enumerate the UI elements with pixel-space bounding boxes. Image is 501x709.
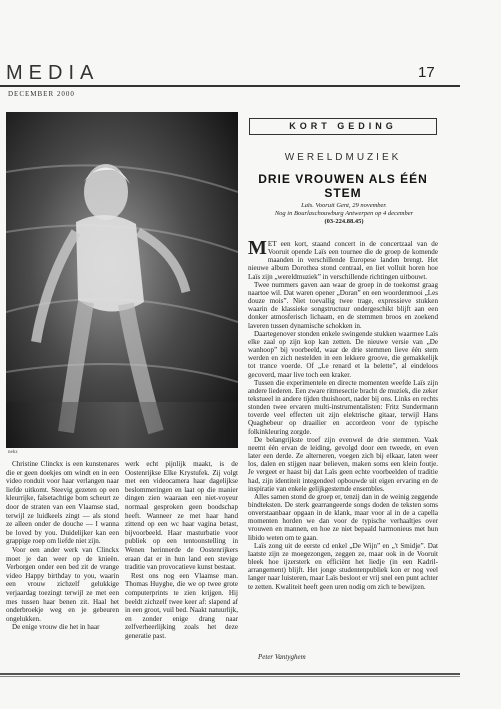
- paragraph: De enige vrouw die het in haar: [12, 623, 100, 632]
- info-phone: (03-224.88.45): [324, 218, 364, 225]
- left-column-2: [125, 460, 238, 640]
- paragraph: Tussen die experimentele en directe momenten weefde Laïs zijn andere liederen. Een zware ritmesectie bracht de muziek, die zeker tekstueel in andere tijden thuishoort, nader bij ons. Links en rechts stonden twee ervaren multi-instrumentalisten: Fritz Sundermann toverde veel effecten uit zijn elektrische gitaar, terwijl Hans Quaghebeur op draailier en accordeon voor de typische folkinkleuring zorgde.: [248, 378, 438, 436]
- photo-credit: nekx: [8, 450, 18, 455]
- paragraph: Christine Clinckx is een kunstenares die er geen doekjes om windt en in een video ronduit voor haar verlangen naar liefde uitkomt. Steevig gezeten op een kleurrijke, falsetachtige bom scheurt ze door de straten van een Vlaamse stad, terwijl ze luidkeels zingt — als stond ze alleen onder de douche — I wanna be loved by you. Duidelijker kan een grappige roep om liefde niet zijn.: [6, 460, 119, 546]
- paragraph-text: ET een kort, staand concert in de concertzaal van de Vooruit opende Laïs een tournee die de groep de komende maanden in verschillende Europese landen brengt. Het nieuwe album Dorothea stond centraal, en liet volluit horen hoe Laïs zijn „wereldmuziek” in verschillende richtingen uitbouwt.: [248, 240, 438, 281]
- paragraph: Daartegenover stonden enkele swingende stukken waarmee Laïs elke zaal op zijn kop kan zetten. De nieuwe versie van „De wanhoop” bij voorbeeld, waar de drie stemmen lieve één stem werden en zich nestelden in een lekkere groove, die gemakkelijk tot trance voerde. Of „Le renard et la belette”, al eindeloos gecoverd, maar live toch een kraker.: [248, 329, 438, 379]
- issue-date: DECEMBER 2000: [8, 90, 75, 98]
- info-line: Nog in Bourlaschouwburg Antwerpen op 4 december: [274, 210, 414, 217]
- paragraph: [248, 237, 438, 281]
- paragraph: Alles samen stond de groep er, tenzij dan in de weinig zeggende bindteksten. De sterk gearrangeerde songs doden de teksten soms onverstaanbaar opgaan in de klank, maar voor al in de a capella momenten horden we dan voor de typische verhaaltjes over vrouwen en mannen, en hoe ze niet bepaald harmonieus met hun libido weten om te gaan.: [248, 492, 438, 542]
- paragraph: werk echt pijnlijk maakt, is de Oostenrijkse Elke Krystufek. Zij volgt met een videocamera haar dagelijkse beslommeringen en laat op die manier dingen zien waaraan een niet-voyeur normaal gesproken geen boodschap heeft. Wanneer ze met haar hand zittend op een wc haar vagina betast, bijvoorbeeld. Haar masturbatie voor publiek op een tentoonstelling in Wenen herinnerde de Oostenrijkers eraan dat er in hun land een stevige traditie van provocatieve kunst bestaat.: [125, 460, 238, 572]
- rubric-box: KORT GEDING: [249, 118, 437, 135]
- article-body: [248, 237, 438, 591]
- section-title: MEDIA: [6, 62, 100, 84]
- footer-rule-thin: [0, 676, 460, 677]
- paragraph: Twee nummers gaven aan waar de groep in de toekomst graag naartoe wil. Dat waren opener „Doran” en een woordenmooi „Les douze mois”. Niet toevallig twee trage, expressieve stukken waarin de klassieke songstructuur ondergeschikt blijft aan een donker atmosferisch lichaam, en de stemmen broos en zoekend laveren tussen dynamische schokken in.: [248, 280, 438, 330]
- drop-cap: M: [248, 237, 267, 259]
- paragraph: Voor een ander werk van Clinckx moet je dan weer op de knieën. Verborgen onder een bed zit de vrange video Happy birthday to you, waarin een vrouw zichzelf gelukkige verjaardag toezingt terwijl ze met een mes tussen haar benen zit. Haal het onderbroekje weg en je gebeuren ongelukken.: [6, 545, 119, 623]
- paragraph: Rest ons nog een Vlaamse man. Thomas Huyghe, die we op twee grote computerprints te zien krijgen. Hij beeldt zichzelf twee keer af: slapend af in een groot, vuil bed. Naakt natuurlijk, en zonder enige drang naar zelfverheerlijking zoals het deze generatie past.: [125, 571, 238, 640]
- page-number: 17: [418, 64, 435, 81]
- footer-rule: [0, 673, 460, 675]
- author-byline: Peter Vantyghem: [258, 653, 306, 661]
- concert-info: [258, 202, 430, 226]
- header-rule: [0, 85, 460, 87]
- performance-photo: [6, 112, 238, 448]
- left-column-1: [6, 460, 119, 632]
- article-kicker: WERELDMUZIEK: [284, 152, 402, 163]
- photo-image: [6, 112, 238, 448]
- paragraph: De belangrijkste troef zijn evenwel de drie stemmen. Vaak neemt één ervan de leiding, gevolgd door een tweede, en even later een derde. Ze alterneren, voegen zich bij elkaar, laten weer los, dalen en stijgen naar believen, maken soms een klein foutje. Je vergeet er haast bij dat Laïs geen echte voorbeelden of traditie had, zijn identiteit integendeel opbouwde uit eigen ervaring en de inspiratie van enkele gelijkgestemde ensembles.: [248, 435, 438, 493]
- info-line: Laïs. Vooruit Gent, 29 november.: [301, 202, 387, 209]
- article-headline: DRIE VROUWEN ALS ÉÉN STEM: [258, 172, 428, 200]
- paragraph: Laïs zong uit de eerste cd enkel „De Wijn” en „'t Smidje”. Dat laatste zijn ze moegezongen, zeggen ze, maar ook in de Vooruit bleek hoe ijzersterk en efficiënt het liedje (in een Kadril-arrangement) blijft. Het jonge studentenpubliek kon er nog veel langer naar luisteren, maar Laïs besloot er vrij snel een punt achter te zetten. Kwaliteit heeft geen uren nodig om zich te bewijzen.: [248, 541, 438, 591]
